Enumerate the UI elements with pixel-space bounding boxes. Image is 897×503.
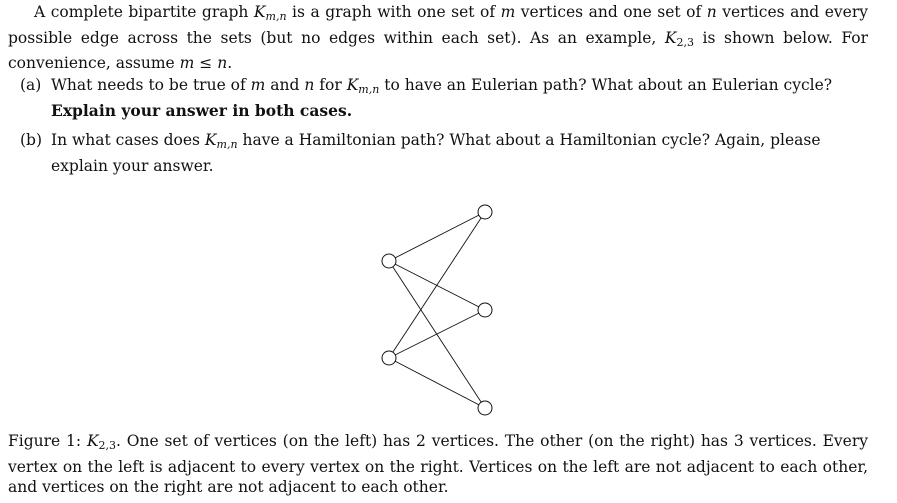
part-b-text-1: In what cases does <box>51 131 205 149</box>
part-b-marker: (b) <box>20 131 43 149</box>
math-k-example: K <box>664 28 677 47</box>
part-b-math-k: K <box>204 131 217 149</box>
caption-text: . One set of vertices (on the left) has 2 vertices. The other (on the right) has 3 vertices. Every vertex on the left is adjacent to every vertex on the right. Vertices on the left are not adjacent to each other, and vertices on the right are not adjacent to each other. <box>8 432 868 496</box>
question-part-a <box>20 75 868 121</box>
intro-text-5: is shown below. For convenience, assume <box>8 28 869 72</box>
right-vertex-1 <box>478 205 492 219</box>
intro-text-1: A complete bipartite graph <box>34 3 254 21</box>
part-a-math-k: K <box>346 76 359 94</box>
part-a-text-4: to have an Eulerian path? What about an Eulerian cycle? <box>379 76 833 94</box>
graph-edge-l2-r3 <box>389 358 485 408</box>
math-leq: ≤ <box>194 54 218 72</box>
part-a-math-m: m <box>250 76 266 94</box>
graph-edge-l2-r1 <box>389 212 485 358</box>
left-vertex-1 <box>382 254 396 268</box>
part-a-text-3: for <box>314 76 347 94</box>
part-a-body <box>51 75 868 121</box>
graph-edge-l1-r1 <box>389 212 485 261</box>
part-a-text-2: and <box>265 76 305 94</box>
caption-math-subscript: 2,3 <box>98 439 117 452</box>
math-m-assume: m <box>179 54 195 72</box>
part-b-body <box>51 130 868 176</box>
math-k: K <box>253 3 266 21</box>
graph-edge-l2-r2 <box>389 310 485 358</box>
intro-text-6: . <box>227 54 233 72</box>
part-a-math-n: n <box>304 76 315 94</box>
caption-label: Figure 1: <box>8 432 87 450</box>
math-n: n <box>706 3 717 21</box>
part-a-marker: (a) <box>20 76 42 94</box>
right-vertex-2 <box>478 303 492 317</box>
intro-text-4: vertices and every possible edge across the sets (but no edges within each set). As an example, <box>8 3 869 47</box>
part-a-math-subscript: m,n <box>358 83 380 96</box>
question-part-b <box>20 130 868 176</box>
intro-text-2: is a graph with one set of <box>286 3 501 21</box>
figure-caption <box>8 431 868 498</box>
math-subscript-23: 2,3 <box>676 35 694 49</box>
caption-math-k: K <box>86 432 99 450</box>
graph-edges <box>389 212 485 408</box>
math-n-assume: n <box>217 54 228 72</box>
part-a-text-1: What needs to be true of <box>51 76 251 94</box>
part-b-math-subscript: m,n <box>216 138 238 151</box>
intro-text-3: vertices and one set of <box>515 3 707 21</box>
problem-intro <box>8 2 868 74</box>
right-vertex-3 <box>478 401 492 415</box>
bipartite-graph-figure <box>370 200 510 420</box>
part-a-bold-instruction: Explain your answer in both cases. <box>51 100 353 120</box>
math-subscript-mn: m,n <box>265 10 287 23</box>
part-b-text-2: have a Hamiltonian path? What about a Hamiltonian cycle? Again, please explain your answer. <box>51 131 821 175</box>
math-m: m <box>500 3 516 21</box>
left-vertex-2 <box>382 351 396 365</box>
